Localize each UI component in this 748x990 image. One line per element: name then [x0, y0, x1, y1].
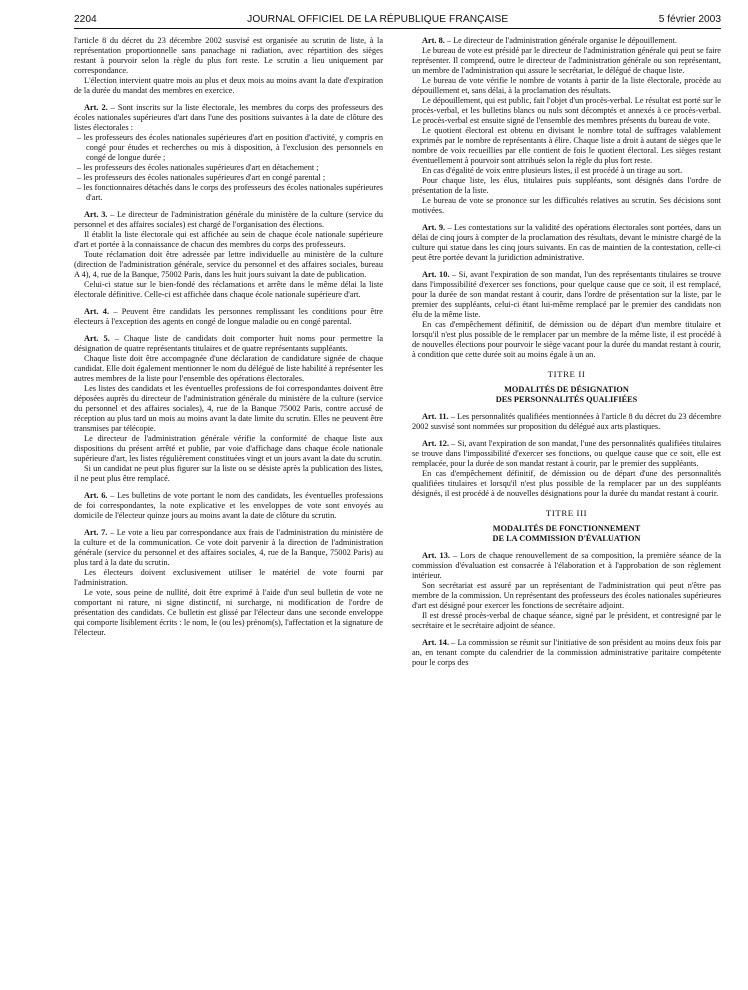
article-6: [74, 491, 383, 521]
subtitle-line: DE LA COMMISSION D'ÉVALUATION: [492, 534, 641, 543]
eligibility-list: [74, 133, 383, 203]
article-text: – Le vote a lieu par correspondance aux frais de l'administration du ministère de la culture et de la communication. Ce vote doit parvenir à la direction de l'administration générale (service du personnel et des affaires sociales, 4, rue de la Banque, 75002 Paris) au plus tard à la date du scrutin.: [74, 528, 383, 567]
article-text: – Les personnalités qualifiées mentionnées à l'article 8 du décret du 23 décembre 2002 susvisé sont nommées sur proposition du délégué aux arts plastiques.: [412, 412, 722, 431]
section-subtitle: [412, 524, 721, 544]
paragraph: Les listes des candidats et les éventuelles professions de foi correspondantes doivent être déposées auprès du directeur de l'administration générale du ministère de la culture (service du personnel et des affaires sociales), 4, rue de la Banque 75002 Paris, contre accusé de réception au plus tard un mois au moins avant la date limite du scrutin. Elles ne peuvent être transmises par télécopie.: [74, 384, 383, 433]
paragraph: Il établit la liste électorale qui est affichée au sein de chaque école nationale supérieure d'art et portée à la connaissance de chacun des membres du corps des professeurs.: [74, 230, 383, 249]
article-10: [412, 270, 721, 320]
paragraph: Il est dressé procès-verbal de chaque séance, signé par le président, et contresigné par le secrétaire et le secrétaire adjoint de séance.: [412, 611, 721, 630]
article-text: – Sont inscrits sur la liste électorale, les membres du corps des professeurs des écoles nationales supérieures d'art dans l'une des positions suivantes à la date de clôture des listes électorales :: [74, 103, 383, 132]
paragraph: l'article 8 du décret du 23 décembre 2002 susvisé est organisée au scrutin de liste, à la représentation proportionnelle sans panachage ni radiation, avec répartition des sièges restant à pourvoir selon la règle du plus fort reste. Le scrutin a lieu uniquement par correspondance.: [74, 36, 383, 75]
paragraph: Le quotient électoral est obtenu en divisant le nombre total de suffrages valablement exprimés par le nombre de représentants à élire. Chaque liste a droit à autant de sièges que le nombre de voix recueillies par elle contient de fois le quotient électoral. Les sièges restant éventuellement à pourvoir sont attribués selon la règle du plus fort reste.: [412, 126, 721, 165]
article-7: [74, 528, 383, 568]
paragraph: Celui-ci statue sur le bien-fondé des réclamations et arrête dans le même délai la liste électorale définitive. Celle-ci est affichée dans chaque école nationale supérieure d'art.: [74, 280, 383, 299]
article-text: – Si, avant l'expiration de son mandat, l'une des personnalités qualifiées titulaires se trouve dans l'impossibilité d'exercer ses fonctions, ou quelque cause que ce soit, elle est remplacée, pour la durée de son mandat restant à courir, par le premier des suppléants.: [412, 439, 721, 468]
section-subtitle: [412, 385, 721, 405]
article-text: – Les bulletins de vote portant le nom des candidats, les éventuelles professions de foi correspondantes, la note explicative et les enveloppes de vote sont envoyés au domicile de l'électeur quinze jours au moins avant la date de clôture du scrutin.: [74, 491, 383, 520]
article-text: – Les contestations sur la validité des opérations électorales sont portées, dans un délai de cinq jours à compter de la proclamation des résultats, devant le ministre chargé de la culture qui statue dans les cinq jours suivants. En cas de maintien de la contestation, celle-ci peut être portée devant la juridiction administrative.: [412, 223, 721, 262]
article-14: [412, 638, 721, 668]
paragraph: Les électeurs doivent exclusivement utiliser le matériel de vote fourni par l'administration.: [74, 568, 383, 587]
paragraph: Pour chaque liste, les élus, titulaires puis suppléants, sont désignés dans l'ordre de présentation de la liste.: [412, 176, 721, 195]
article-13: [412, 551, 721, 581]
article-number: Art. 3.: [84, 210, 108, 219]
paragraph: Le bureau de vote est présidé par le directeur de l'administration générale qui peut se faire représenter. Il comprend, outre le directeur de l'administration générale ou son représentant, un membre de l'administration qui assure le secrétariat, le délégué de chaque liste.: [412, 46, 721, 75]
article-number: Art. 2.: [84, 103, 108, 112]
subtitle-line: MODALITÉS DE FONCTIONNEMENT: [492, 524, 641, 533]
article-3: [74, 210, 383, 230]
section-title-2: TITRE II: [547, 369, 586, 379]
article-number: Art. 12.: [422, 439, 450, 448]
journal-title: JOURNAL OFFICIEL DE LA RÉPUBLIQUE FRANÇAISE: [247, 14, 509, 25]
article-number: Art. 13.: [422, 551, 450, 560]
article-8: [412, 36, 721, 46]
paragraph: Le vote, sous peine de nullité, doit être exprimé à l'aide d'un seul bulletin de vote ne comportant ni rature, ni signe distinctif, ni surcharge, ni modification de l'ordre de présentation des candidats. Ce bulletin est glissé par l'électeur dans une seconde enveloppe qui comporte lisiblement écrits : le nom, le (ou les) prénom(s), l'affectation et la signature de l'électeur.: [74, 588, 383, 637]
article-text: – Lors de chaque renouvellement de sa composition, la première séance de la commission d'évaluation est consacrée à l'élaboration et à l'approbation de son règlement intérieur.: [412, 551, 722, 580]
article-number: Art. 10.: [422, 270, 450, 279]
paragraph: Le bureau de vote se prononce sur les difficultés relatives au scrutin. Ses décisions sont motivées.: [412, 196, 721, 215]
header-rule: [74, 28, 721, 29]
article-9: [412, 223, 721, 263]
article-number: Art. 5.: [84, 334, 110, 343]
paragraph: En cas d'empêchement définitif, de démission ou de départ d'une des personnalités qualifiées titulaires et lorsqu'il n'est plus possible de la remplacer par un des suppléants désignés, il est procédé à de nouvelles désignations pour la durée du mandat restant à courir.: [412, 469, 721, 498]
article-text: – La commission se réunit sur l'initiative de son président au moins deux fois par an, en tenant compte du calendrier de la commission administrative paritaire compétente pour le corps des: [412, 638, 721, 667]
article-number: Art. 8.: [422, 36, 445, 45]
body-columns: [74, 36, 721, 668]
article-4: [74, 307, 383, 327]
list-item: – les professeurs des écoles nationales supérieures d'art en détachement ;: [77, 163, 319, 172]
article-text: – Le directeur de l'administration générale organise le dépouillement.: [444, 36, 677, 45]
subtitle-line: MODALITÉS DE DÉSIGNATION: [504, 385, 629, 394]
article-number: Art. 14.: [422, 638, 450, 647]
article-2: [74, 103, 383, 133]
article-number: Art. 9.: [422, 223, 446, 232]
issue-date: 5 février 2003: [658, 14, 721, 25]
article-number: Art. 7.: [84, 528, 108, 537]
page-number: 2204: [74, 14, 97, 25]
paragraph: Chaque liste doit être accompagnée d'une déclaration de candidature signée de chaque candidat. Elle doit également mentionner le nom du délégué de liste habilité à représenter les autres membres de la liste pour l'ensemble des opérations électorales.: [74, 354, 383, 383]
paragraph: Le dépouillement, qui est public, fait l'objet d'un procès-verbal. Le résultat est porté sur le procès-verbal, et les bulletins blancs ou nuls sont décomptés et annexés à ce procès-verbal. Le procès-verbal est ensuite signé de l'ensemble des membres présents du bureau de vote.: [412, 96, 721, 125]
article-number: Art. 11.: [422, 412, 449, 421]
subtitle-line: DES PERSONNALITÉS QUALIFIÉES: [495, 395, 638, 404]
article-5: [74, 334, 383, 354]
article-number: Art. 4.: [84, 307, 110, 316]
paragraph: Si un candidat ne peut plus figurer sur la liste ou se désiste après la publication des listes, il ne peut plus être remplacé.: [74, 464, 383, 483]
article-text: – Si, avant l'expiration de son mandat, l'un des représentants titulaires se trouve dans l'impossibilité d'exercer ses fonctions, pour quelque cause que ce soit, il est remplacé, pour la durée de son mandat restant à courir, dans l'ordre de présentation sur la liste, par le premier des suppléants, celui-ci étant lui-même remplacé par le premier des candidats non élu de la même liste.: [412, 270, 721, 319]
paragraph: Le directeur de l'administration générale vérifie la conformité de chaque liste aux dispositions du présent arrêté et publie, par voie d'affichage dans chaque école nationale supérieure d'art, les listes régulièrement constituées vingt et un jours avant la date du scrutin.: [74, 434, 383, 463]
article-11: [412, 412, 721, 432]
paragraph: L'élection intervient quatre mois au plus et deux mois au moins avant la date d'expiration de la durée du mandat des membres en exercice.: [74, 76, 383, 95]
article-text: – Peuvent être candidats les personnes remplissant les conditions pour être électeurs à l'exception des agents en congé de longue maladie ou en congé parental.: [74, 307, 383, 326]
article-12: [412, 439, 721, 469]
list-item: – les professeurs des écoles nationales supérieures d'art en congé parental ;: [77, 173, 326, 182]
right-column: [412, 36, 721, 668]
article-number: Art. 6.: [84, 491, 108, 500]
article-text: – Chaque liste de candidats doit comporter huit noms pour permettre la désignation de quatre représentants titulaires et de quatre représentants suppléants.: [74, 334, 383, 353]
left-column: [74, 36, 383, 668]
paragraph: En cas d'empêchement définitif, de démission ou de départ d'un membre titulaire et lorsqu'il n'est plus possible de le remplacer par un membre de la même liste, il est procédé à de nouvelles élections pour pourvoir le siège vacant pour la durée du mandat restant à courir, à condition que cette durée soit au moins égale à un an.: [412, 320, 721, 359]
list-item: – les professeurs des écoles nationales supérieures d'art en position d'activité, y compris en congé pour études et recherches ou mis à disposition, à l'exclusion des personnels en congé de longue durée ;: [77, 133, 383, 162]
paragraph: Toute réclamation doit être adressée par lettre individuelle au ministère de la culture (direction de l'administration générale, service du personnel et des affaires sociales, bureau A 4), 4, rue de la Banque, 75002 Paris, dans les huit jours suivant la date de publication.: [74, 250, 383, 279]
paragraph: En cas d'égalité de voix entre plusieurs listes, il est procédé à un tirage au sort.: [422, 166, 683, 175]
section-title-3: TITRE III: [545, 508, 588, 518]
page-header: [74, 14, 721, 25]
list-item: – les fonctionnaires détachés dans le corps des professeurs des écoles nationales supérieures d'art.: [77, 183, 383, 202]
paragraph: Le bureau de vote vérifie le nombre de votants à partir de la liste électorale, procède au dépouillement et, sans délai, à la proclamation des résultats.: [412, 76, 721, 95]
paragraph: Son secrétariat est assuré par un représentant de l'administration qui peut n'être pas membre de la commission. Un représentant des professeurs des écoles nationales supérieures d'art est désigné pour exercer les fonctions de secrétaire adjoint.: [412, 581, 721, 610]
article-text: – Le directeur de l'administration générale du ministère de la culture (service du personnel et des affaires sociales) est chargé de l'organisation des élections.: [74, 210, 383, 229]
